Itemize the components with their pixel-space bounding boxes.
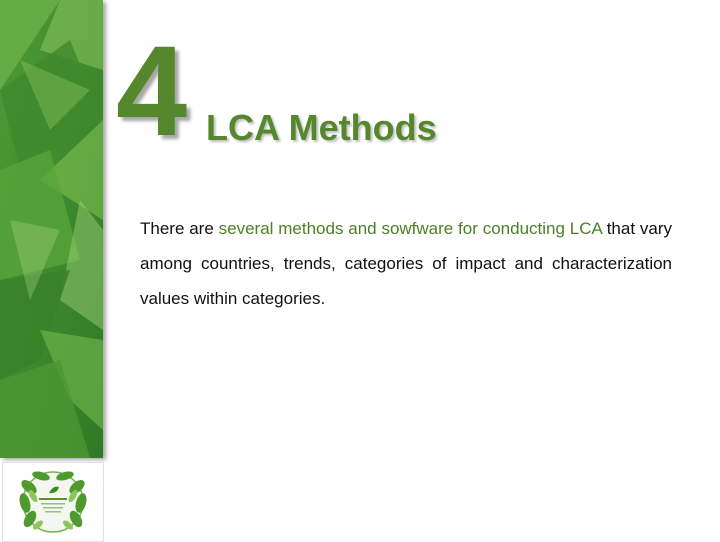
slide-title: LCA Methods: [206, 107, 437, 148]
logo-card: [2, 462, 104, 542]
chapter-number: 4: [116, 20, 186, 163]
body-text-intro: There are: [140, 219, 219, 238]
body-text-highlight: several methods and sowfware for conducting LCA: [218, 219, 602, 238]
body-paragraph: [140, 211, 672, 316]
leaf-wreath-logo-icon: [3, 463, 103, 541]
decorative-side-panel: [0, 0, 103, 458]
body-text-rest: that vary among countries, trends, categories of impact and characterization values within categories.: [140, 219, 672, 308]
green-triangles-pattern: [0, 0, 103, 458]
